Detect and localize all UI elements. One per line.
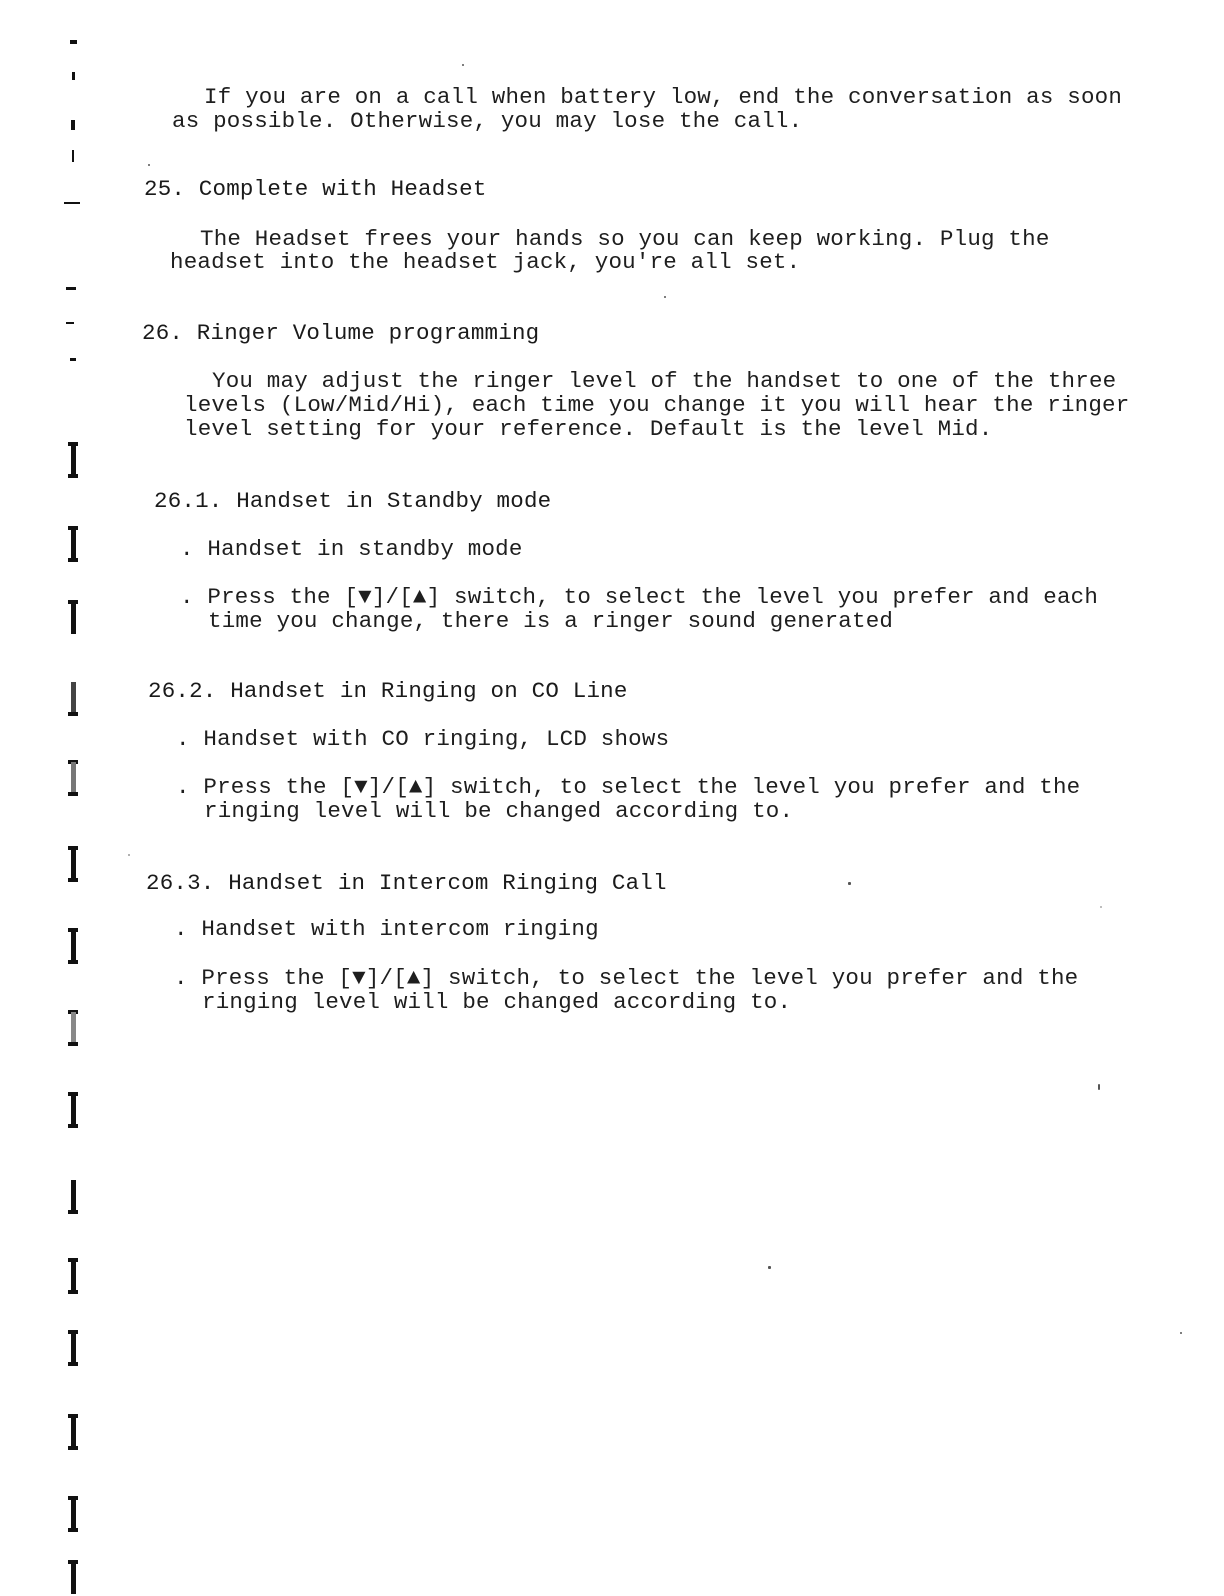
scan-speck	[148, 164, 150, 166]
section-25-line-2: headset into the headset jack, you're all set.	[170, 249, 801, 275]
binding-bracket-mark	[68, 1330, 78, 1366]
binding-bracket-mark	[68, 1010, 78, 1046]
section-26-2-bullet-2-line-1: . Press the [▼]/[▲] switch, to select the level you prefer and the	[176, 774, 1081, 800]
scan-speck	[848, 882, 851, 885]
binding-bracket-mark	[68, 1092, 78, 1128]
section-26-line-1: You may adjust the ringer level of the handset to one of the three	[212, 368, 1117, 394]
section-26-1-bullet-1: . Handset in standby mode	[180, 536, 523, 562]
binding-bracket-mark	[68, 1178, 78, 1214]
section-26-heading: 26. Ringer Volume programming	[142, 320, 540, 346]
section-25-line-1: The Headset frees your hands so you can keep working. Plug the	[200, 226, 1050, 252]
intro-line-2: as possible. Otherwise, you may lose the call.	[172, 108, 803, 134]
section-26-2-bullet-1: . Handset with CO ringing, LCD shows	[176, 726, 670, 752]
scan-dash	[66, 322, 74, 324]
scan-speck	[70, 40, 77, 44]
binding-bracket-mark	[68, 680, 78, 716]
scan-speck	[462, 64, 464, 66]
binding-bracket-mark	[68, 760, 78, 796]
section-26-2-bullet-2-line-2: ringing level will be changed according to.	[204, 798, 794, 824]
section-26-3-bullet-2-line-1: . Press the [▼]/[▲] switch, to select the level you prefer and the	[174, 965, 1079, 991]
scan-speck	[71, 120, 75, 130]
scan-speck	[72, 150, 74, 162]
binding-bracket-mark	[68, 1414, 78, 1450]
scan-speck	[72, 72, 75, 80]
scan-dash	[64, 202, 80, 204]
section-26-1-bullet-2-line-1: . Press the [▼]/[▲] switch, to select the level you prefer and each	[180, 584, 1099, 610]
scan-speck	[1180, 1332, 1182, 1334]
section-26-3-bullet-2-line-2: ringing level will be changed according to.	[202, 989, 792, 1015]
scan-speck	[1100, 906, 1102, 908]
binding-bracket-mark	[68, 526, 78, 562]
scan-dash	[66, 287, 76, 290]
section-26-2-heading: 26.2. Handset in Ringing on CO Line	[148, 678, 628, 704]
section-26-line-2: levels (Low/Mid/Hi), each time you change it you will hear the ringer	[184, 392, 1130, 418]
section-26-3-bullet-1: . Handset with intercom ringing	[174, 916, 599, 942]
binding-bracket-mark	[68, 846, 78, 882]
intro-line-1: If you are on a call when battery low, end the conversation as soon	[204, 84, 1123, 110]
section-26-1-heading: 26.1. Handset in Standby mode	[154, 488, 552, 514]
binding-bracket-mark	[68, 600, 78, 636]
scan-speck	[70, 358, 76, 361]
scan-speck	[768, 1266, 771, 1269]
binding-bracket-mark	[68, 928, 78, 964]
binding-bracket-mark	[68, 1560, 78, 1596]
binding-bracket-mark	[68, 1496, 78, 1532]
section-25-heading: 25. Complete with Headset	[144, 176, 487, 202]
binding-bracket-mark	[68, 1258, 78, 1294]
scan-speck	[128, 854, 130, 856]
scan-speck	[664, 296, 666, 298]
section-26-1-bullet-2-line-2: time you change, there is a ringer sound generated	[208, 608, 894, 634]
section-26-3-heading: 26.3. Handset in Intercom Ringing Call	[146, 870, 667, 896]
binding-marks	[0, 0, 110, 1584]
binding-bracket-mark	[68, 442, 78, 478]
scan-speck	[1098, 1084, 1100, 1090]
section-26-line-3: level setting for your reference. Default is the level Mid.	[184, 416, 993, 442]
